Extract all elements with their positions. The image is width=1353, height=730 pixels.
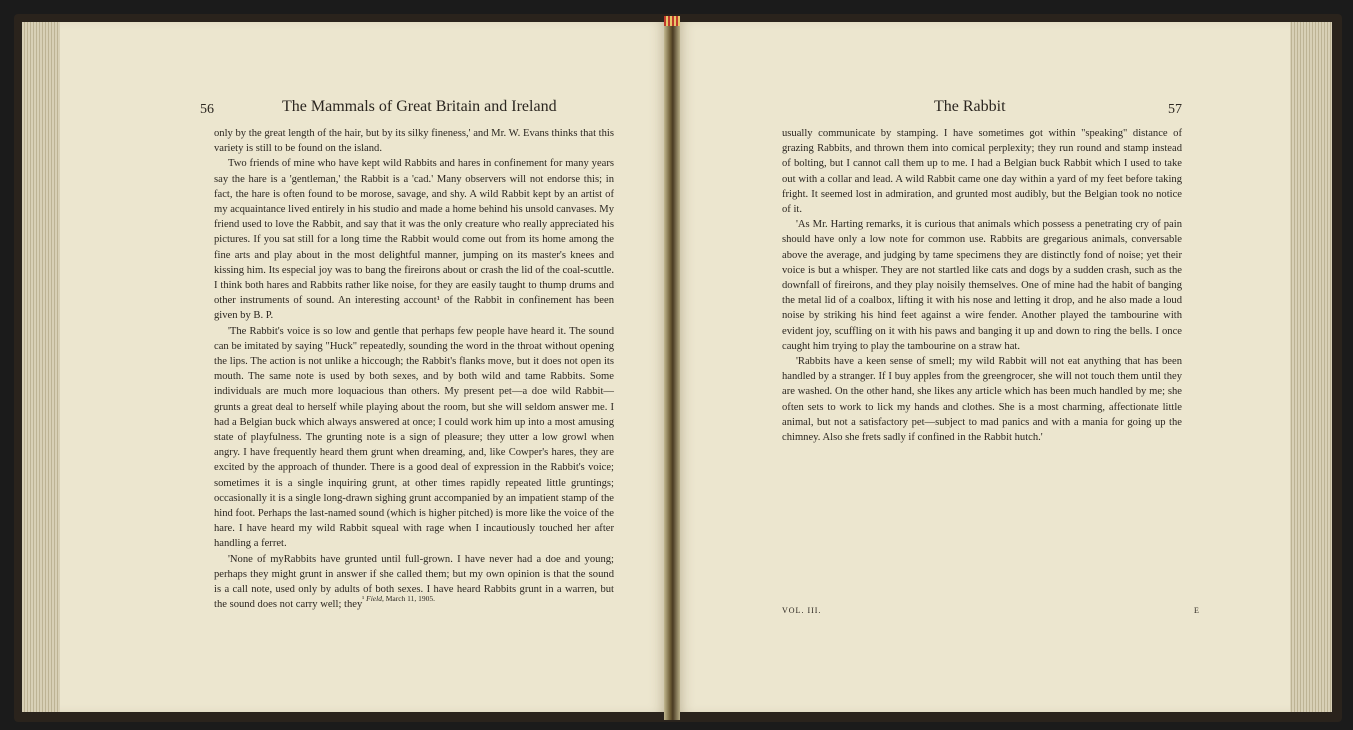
footnote	[362, 594, 435, 603]
paragraph: 'Rabbits have a keen sense of smell; my wild Rabbit will not eat anything that has been handled by a stranger. If I buy apples from the greengrocer, she will not touch them until they are washed. On the other hand, she likes any article which has been much handled by me; she often sets to work to lick my hands and clothes. She is a most charming, affectionate little animal, but not a satisfactory pet—subject to mad panics and with a mania for going up the chimney. Also she frets sadly if confined in the Rabbit hutch.'	[782, 356, 1182, 444]
page-number: 56	[200, 102, 214, 117]
book-gutter	[664, 16, 680, 720]
running-head: The Mammals of Great Britain and Ireland	[282, 98, 557, 115]
page-number: 57	[1168, 102, 1182, 117]
footnote-source: Field	[366, 594, 382, 603]
paragraph: Two friends of mine who have kept wild Rabbits and hares in confinement for many years say the hare is a 'gentleman,' the Rabbit is a 'cad.' Many observers will not endorse this; in fact, the hare is often found to be morose, savage, and shy. A wild Rabbit kept by an artist of my acquaintance lived entirely in his studio and made a home behind his unsold canvases. My friend used to love the Rabbit, and say that it was the only creature who really appreciated his pictures. If you sat still for a long time the Rabbit would come out from its home among the fine arts and play about in the most delightful manner, jumping on its master's knees and kissing him. Its especial joy was to bang the fireirons about or crash the lid of the coal-scuttle. I think both hares and Rabbits rather like noise, for they are easily taught to thump drums and other instruments of sound. An interesting account¹ of the Rabbit in confinement has been given by B. P.	[214, 158, 614, 322]
paragraph: only by the great length of the hair, but by its silky fineness,' and Mr. W. Evans thinks that this variety is still to be found on the island.	[214, 128, 614, 155]
volume-signature: VOL. III.	[782, 606, 822, 615]
footnote-date: , March 11, 1905.	[381, 594, 435, 603]
paragraph: 'None of myRabbits have grunted until full-grown. I have never had a doe and young; perhaps they might grunt in answer if she called them; but my own opinion is that the sound is a call note, used only by adults of both sexes. I have heard Rabbits grunt in a warren, but the sound does not carry well; they	[214, 553, 614, 611]
page-text	[782, 126, 1182, 445]
headband	[664, 16, 680, 26]
page-edges-right	[1286, 22, 1332, 712]
right-page	[678, 22, 1290, 712]
paragraph: 'The Rabbit's voice is so low and gentle that perhaps few people have heard it. The sound can be imitated by saying "Huck" repeatedly, sounding the word in the throat without opening the lips. The action is not unlike a hiccough; the Rabbit's flanks move, but it does not open its mouth. The same note is used by both sexes, and by both wild and tame Rabbits. Some individuals are much more loquacious than others. My present pet—a doe wild Rabbit—grunts a great deal to herself while playing about the room, but she will seldom answer me. I had a Belgian buck which always answered at once; I could work him up into a most amusing state of playfulness. The grunting note is a sign of pleasure; they utter a low growl when angry. I have frequently heard them grunt when dreaming, and, like Cowper's hares, they are excited by the approach of thunder. There is a good deal of expression in the Rabbit's voice; sometimes it is a single inquiring grunt, at other times rapidly repeated little gruntings; occasionally it is a single long-drawn sighing grunt accompanied by an impatient stamp of the hind foot. Perhaps the last-named sound (which is higher pitched) is more like the voice of the hare. I have heard my wild Rabbit squeal with rage when I incautiously touched her after handling a ferret.	[214, 325, 614, 550]
paragraph: usually communicate by stamping. I have sometimes got within "speaking" distance of grazing Rabbits, and thrown them into comical perplexity; they run round and stamp instead of bolting, but I cannot call them up to me. I had a Belgian buck Rabbit which I used to take out with a collar and lead. A wild Rabbit came one day within a yard of my feet before taking fright. It seemed lost in admiration, and grunted most audibly, but the Belgian took no notice of it.	[782, 128, 1182, 216]
left-page	[60, 22, 666, 712]
gathering-signature: E	[1194, 606, 1199, 615]
paragraph: 'As Mr. Harting remarks, it is curious that animals which possess a penetrating cry of pain should have only a low note for common use. Rabbits are gregarious animals, conversable above the average, and judging by tame specimens they are distinctly fond of noise; yet their voice is but a whisper. They are not startled like cats and dogs by a sudden crash, such as the downfall of fireirons, and they play noisily themselves. One of mine had the habit of banging the metal lid of a coalbox, lifting it with his nose and letting it drop, and he also made a loud noise by striking his hind feet against a wire fender. Another played the tambourine with evident joy, scuffling on it with his paws and banging it up and down to ring the bells. I once caught him trying to play the tambourine on a straw hat.	[782, 219, 1182, 352]
footnote-mark: ¹	[362, 594, 365, 603]
page-text	[214, 126, 614, 613]
running-head: The Rabbit	[934, 98, 1006, 115]
